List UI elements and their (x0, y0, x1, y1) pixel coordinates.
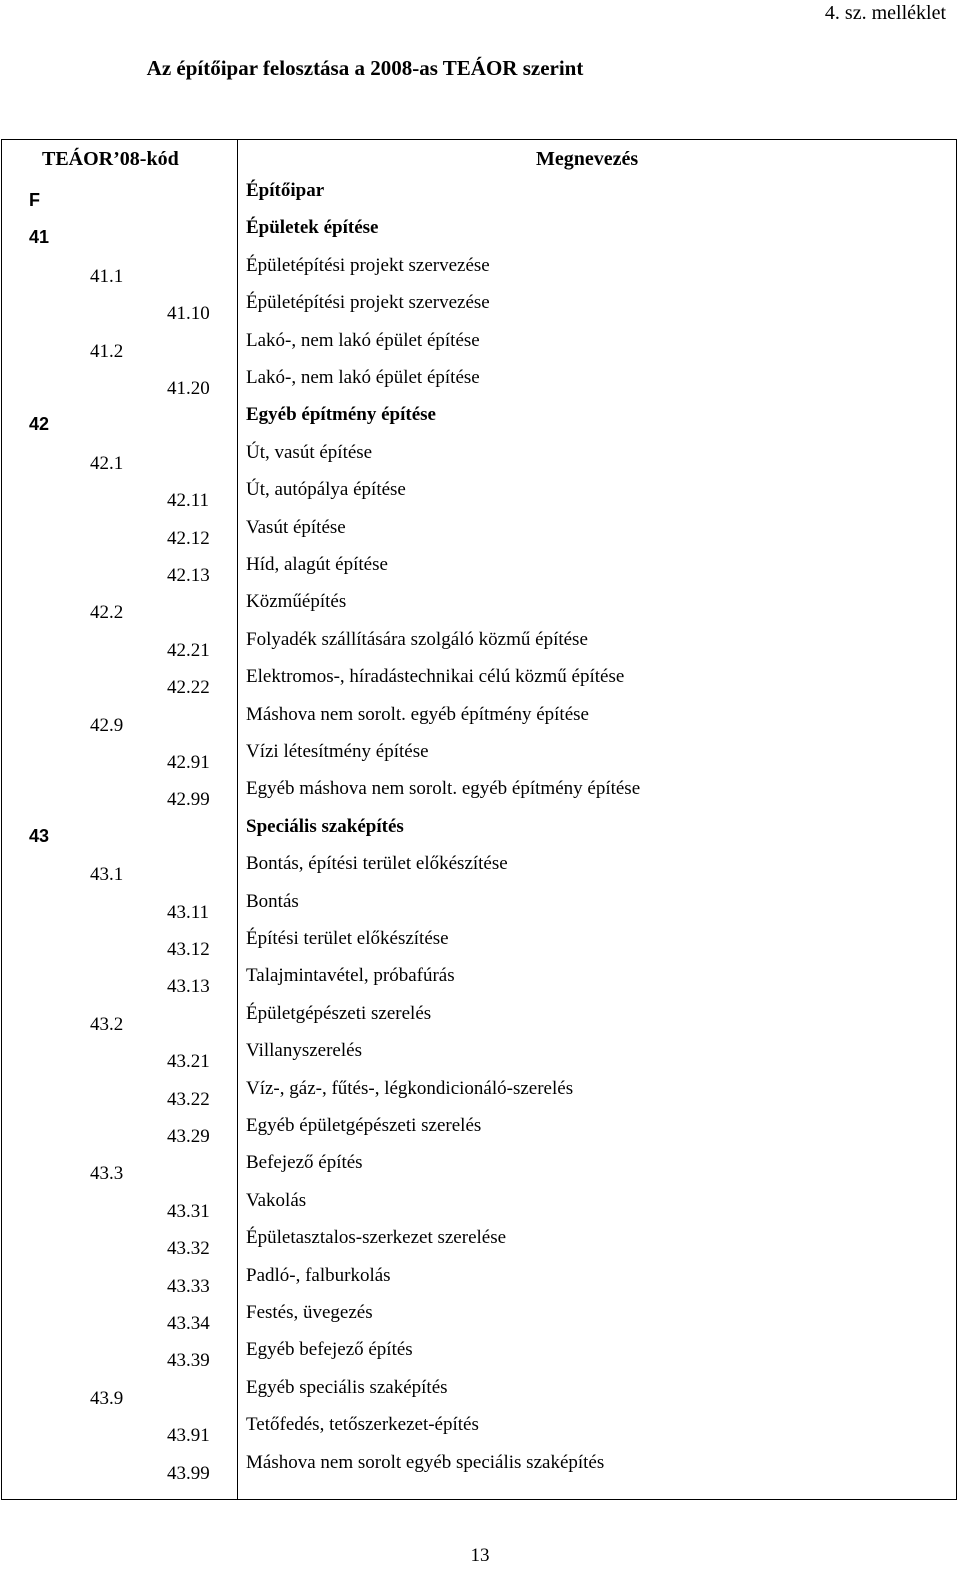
row-code: 42.21 (167, 639, 210, 661)
row-name: Út, vasút építése (246, 441, 373, 463)
row-code: 43.32 (167, 1238, 210, 1260)
row-code: 41.2 (90, 340, 124, 362)
table-row (2, 477, 956, 515)
table-row (2, 814, 956, 852)
row-name: Bontás (246, 890, 299, 912)
row-name: Egyéb speciális szaképítés (246, 1376, 448, 1398)
table-row (2, 1001, 956, 1039)
row-code: 42.1 (90, 452, 124, 474)
row-name: Máshova nem sorolt egyéb speciális szaképítés (246, 1451, 605, 1473)
row-code: 43.13 (167, 976, 210, 998)
row-code: 43.29 (167, 1126, 210, 1147)
row-name: Speciális szaképítés (246, 815, 404, 837)
row-name: Víz-, gáz-, fűtés-, légkondicionáló-szerelés (246, 1077, 574, 1099)
row-name: Építőipar (246, 180, 325, 201)
row-code: 42.11 (167, 490, 210, 512)
row-code: 41.10 (167, 303, 210, 325)
row-name: Bontás, építési terület előkészítése (246, 853, 508, 875)
row-name: Tetőfedés, tetőszerkezet-építés (246, 1414, 479, 1436)
row-code: 42.2 (90, 602, 124, 624)
table-row (2, 963, 956, 1001)
row-name: Padló-, falburkolás (246, 1264, 391, 1286)
row-code: 41.1 (90, 265, 124, 287)
row-name: Lakó-, nem lakó épület építése (246, 329, 480, 351)
table-row (2, 739, 956, 777)
row-name: Befejező építés (246, 1152, 363, 1174)
row-name: Máshova nem sorolt. egyéb építmény építése (246, 703, 589, 725)
row-code: 43.31 (167, 1200, 210, 1222)
table-row (2, 1412, 956, 1450)
row-code: 43.3 (90, 1163, 124, 1185)
table-row (2, 1113, 956, 1151)
row-code: 42.99 (167, 789, 210, 811)
row-code: 43.21 (167, 1051, 210, 1073)
table-row (2, 328, 956, 366)
row-name: Vasút építése (246, 516, 346, 538)
row-code: 43.12 (167, 939, 210, 960)
row-name: Egyéb máshova nem sorolt. egyéb építmény építése (246, 778, 641, 800)
row-name: Villanyszerelés (246, 1040, 362, 1062)
row-code: 43.34 (167, 1313, 210, 1334)
row-name: Építési terület előkészítése (246, 928, 449, 949)
row-code: 41 (29, 227, 50, 248)
row-name: Épületasztalos-szerkezet szerelése (246, 1227, 507, 1249)
row-code: 42.12 (167, 527, 210, 549)
row-name: Épületépítési projekt szervezése (246, 254, 490, 276)
row-name: Vízi létesítmény építése (246, 741, 429, 762)
table-row (2, 290, 956, 328)
classification-table (1, 139, 957, 1500)
row-name: Talajmintavétel, próbafúrás (246, 965, 455, 987)
row-code: 43.91 (167, 1425, 210, 1447)
table-row (2, 627, 956, 665)
row-name: Egyéb építmény építése (246, 404, 436, 426)
table-row (2, 1300, 956, 1338)
row-name: Egyéb épületgépészeti szerelés (246, 1115, 482, 1136)
table-row (2, 926, 956, 964)
row-name: Vakolás (246, 1189, 307, 1211)
row-name: Épületgépészeti szerelés (246, 1002, 432, 1024)
table-row (2, 515, 956, 553)
table-row (2, 1076, 956, 1114)
table-row (2, 1375, 956, 1413)
row-name: Épületépítési projekt szervezése (246, 292, 490, 314)
row-code: 43.22 (167, 1088, 210, 1110)
row-code: 43.99 (167, 1462, 210, 1484)
table-row (2, 215, 956, 253)
row-name: Lakó-, nem lakó épület építése (246, 367, 480, 388)
table-row (2, 776, 956, 814)
table-row (2, 178, 956, 216)
row-code: 43.2 (90, 1013, 124, 1035)
row-name: Festés, üvegezés (246, 1302, 373, 1323)
table-row (2, 889, 956, 927)
table-row (2, 851, 956, 889)
row-code: 43.39 (167, 1350, 210, 1372)
row-code: 43.9 (90, 1387, 124, 1409)
row-code: 43.33 (167, 1275, 210, 1297)
header-name: Megnevezés (536, 148, 639, 170)
table-row (2, 1263, 956, 1301)
row-code: 42.22 (167, 677, 210, 699)
table-row (2, 402, 956, 440)
row-name: Elektromos-, híradástechnikai célú közmű építése (246, 666, 625, 688)
row-code: 42 (29, 414, 50, 435)
table-row (2, 365, 956, 403)
table-row (2, 1225, 956, 1263)
table-row (2, 1188, 956, 1226)
row-code: 43.11 (167, 901, 210, 923)
page-number: 13 (470, 1545, 490, 1566)
table-row (2, 253, 956, 291)
row-code: 43 (29, 825, 50, 846)
row-code: 42.9 (90, 714, 124, 736)
row-code: 42.91 (167, 752, 210, 773)
row-name: Híd, alagút építése (246, 554, 388, 575)
row-name: Egyéb befejező építés (246, 1339, 413, 1361)
row-code: 43.1 (90, 864, 124, 886)
table-row (2, 702, 956, 740)
row-name: Út, autópálya építése (246, 479, 406, 501)
page-title: Az építőipar felosztása a 2008-as TEÁOR szerint (146, 56, 584, 80)
table-row (2, 1038, 956, 1076)
table-row (2, 589, 956, 627)
header-code: TEÁOR’08-kód (42, 148, 179, 170)
row-code: F (29, 190, 40, 210)
table-row (2, 1337, 956, 1375)
table-row (2, 1150, 956, 1188)
row-code: 41.20 (167, 378, 210, 399)
row-code: 42.13 (167, 565, 210, 586)
table-row (2, 664, 956, 702)
annex-label: 4. sz. melléklet (824, 2, 946, 24)
table-row (2, 1450, 956, 1488)
table-row (2, 440, 956, 478)
row-name: Épületek építése (246, 217, 379, 239)
row-name: Folyadék szállítására szolgáló közmű építése (246, 628, 588, 650)
table-row (2, 552, 956, 590)
row-name: Közműépítés (246, 591, 347, 613)
